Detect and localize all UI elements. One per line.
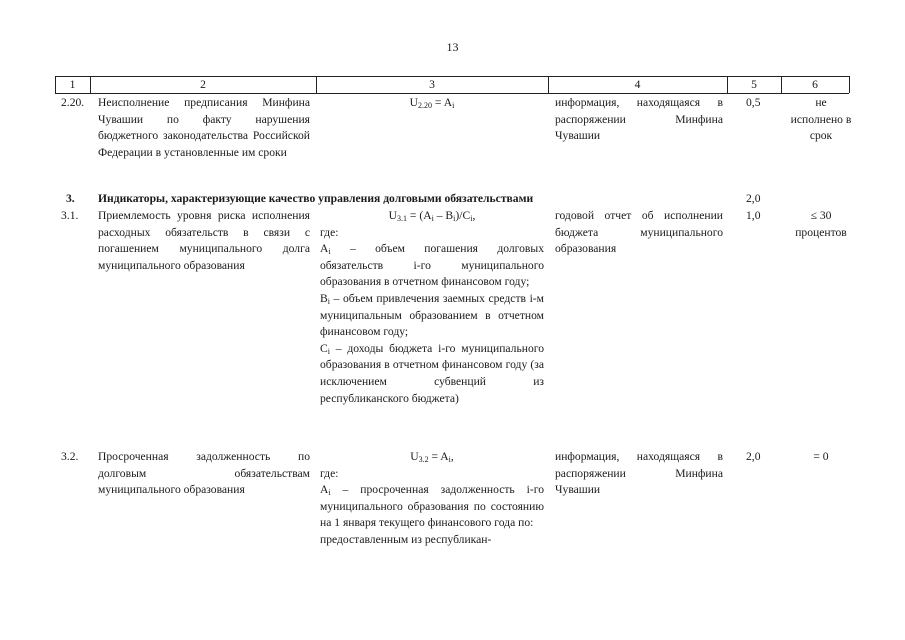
column-header: 1 [69, 78, 76, 91]
column-header: 4 [634, 78, 641, 91]
indicator-weight: 1,0 [746, 209, 761, 222]
indicator-formula: $U_{3.1} = (A_i - B_i)/C_i$, где: $A_i$ – объем погашения долговых обязательств i-го муниципального образования в отчетном финансовом году; $B_i$ – объем привлечения заемных средств i-м муниципальным образованием в отчетном финансовом году; $C_i$ – доходы бюджета i-го муниципального образования в отчетном финансовом году (за исключением субвенций из республиканского бюджета) [320, 209, 544, 405]
column-header: 3 [429, 78, 435, 91]
column-header: 5 [751, 78, 757, 91]
row-number: 3.1. [61, 209, 79, 222]
target-value: = 0 [813, 450, 829, 463]
indicator-weight: 0,5 [746, 96, 761, 109]
column-header: 2 [200, 78, 206, 91]
table-header-bottom-rule [55, 93, 849, 94]
column-header: 6 [812, 78, 818, 91]
data-source: информация, находящаяся в распоряжении Минфина Чувашии [555, 450, 723, 497]
indicator-name: Просроченная задолженность по долговым обязательствам муниципального образования [98, 450, 310, 497]
row-number: 3.2. [61, 450, 79, 463]
data-source: информация, находящаяся в распоряжении Минфина Чувашии [555, 96, 723, 143]
section-number: 3. [66, 192, 75, 205]
section-weight: 2,0 [746, 192, 761, 205]
data-source: годовой отчет об исполнении бюджета муниципального образования [555, 209, 723, 256]
table-header-top-rule [55, 76, 849, 77]
indicator-weight: 2,0 [746, 450, 761, 463]
indicator-formula: $U_{2.20} = A_i$ [409, 96, 455, 110]
section-title: Индикаторы, характеризующие качество управления долговыми обязательствами [98, 192, 534, 205]
indicator-formula: $U_{3.2} = A_i$, где: $A_i$ – просроченная задолженность i-го муниципального образования по состоянию на 1 января текущего финансового года по: предоставленным из республикан- [320, 450, 544, 546]
table-header-divider [849, 76, 850, 93]
row-number: 2.20. [61, 96, 85, 109]
target-value: не исполнено в срок [790, 96, 852, 143]
target-value: ≤ 30 процентов [795, 209, 847, 239]
page-number: 13 [446, 40, 459, 54]
indicator-name: Приемлемость уровня риска исполнения расходных обязательств в связи с погашением муниципального долга муниципального образования [98, 209, 310, 272]
indicator-name: Неисполнение предписания Минфина Чувашии по факту нарушения бюджетного законодательства Российской Федерации в установленные им сроки [98, 96, 310, 159]
